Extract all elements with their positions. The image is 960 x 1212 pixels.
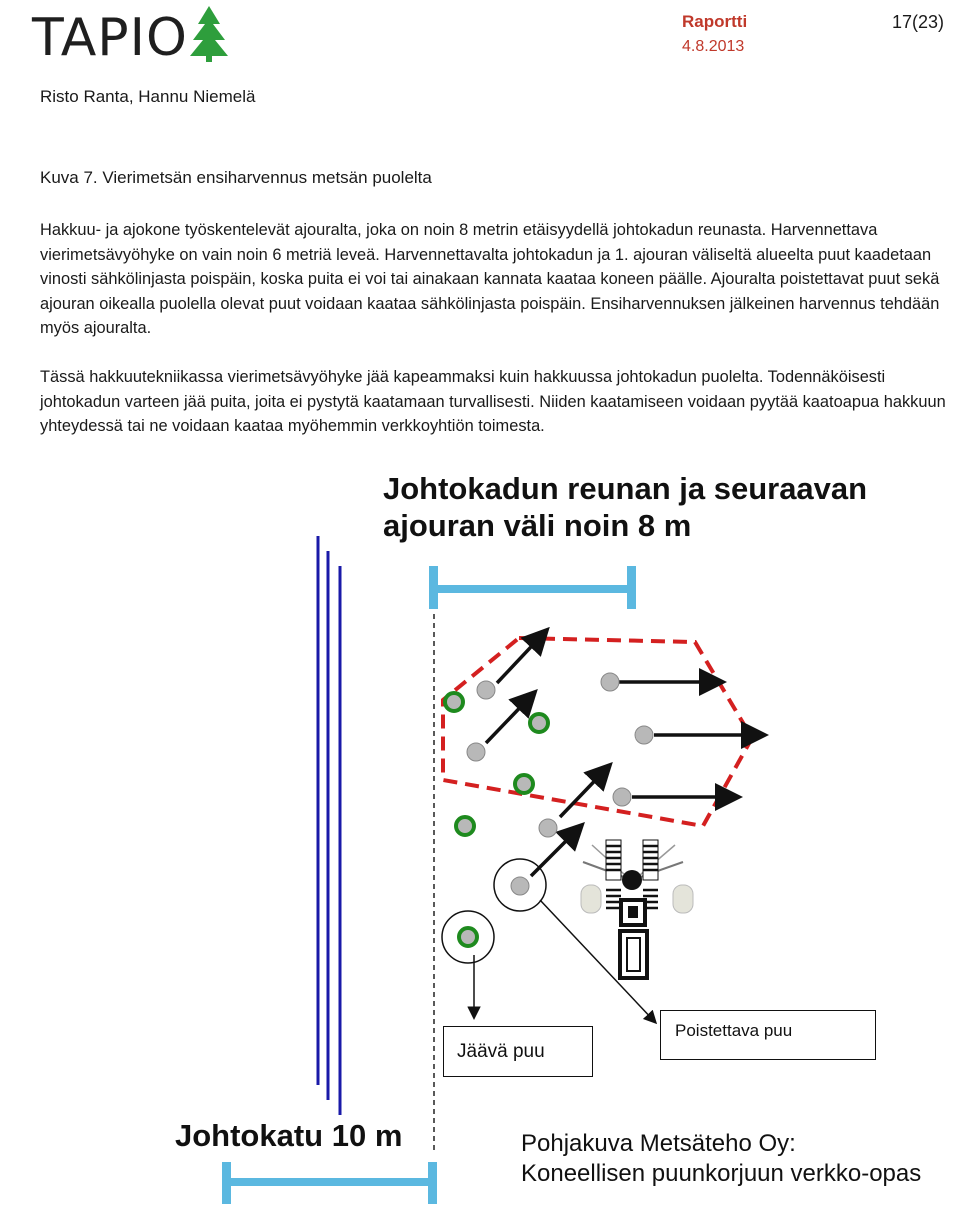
felling-arrows: [486, 632, 762, 876]
figure-caption: Kuva 7. Vierimetsän ensiharvennus metsän puolelta: [40, 168, 432, 187]
page-number: 17(23): [892, 12, 945, 32]
diagram-title-line-2: ajouran väli noin 8 m: [383, 508, 692, 543]
source-line-2: Koneellisen puunkorjuun verkko-opas: [521, 1160, 922, 1187]
report-title: Raportti: [682, 12, 748, 31]
measure-bar-strip: [429, 566, 636, 609]
label-removed-tree: Poistettava puu: [660, 1010, 876, 1060]
logo-text: TAPIO: [32, 8, 188, 68]
power-lines: [318, 536, 340, 1115]
logo-tree-icon: [190, 6, 228, 62]
label-corridor-width: Johtokatu 10 m: [175, 1118, 403, 1153]
report-date: 4.8.2013: [682, 38, 745, 55]
paragraph-1: Hakkuu- ja ajokone työskentelevät ajouralta, joka on noin 8 metrin etäisyydellä johtokadun reunasta. Harvennettava vierimetsävyöhyke on vain noin 6 metriä leveä. Harvennettavalta johtokadun ja 1. ajouran väliseltä alueelta puut kaadetaan vinosti sähkölinjasta poispäin, koska puita ei voi tai ainakaan kannata kaataa koneen päälle. Ajouralta poistettavat puut sekä ajouran oikealla puolella olevat puut voidaan kaataa sähkölinjasta poispäin. Ensiharvennuksen jälkeinen harvennus tehdään myös ajouralta.: [40, 221, 940, 337]
harvester-icon: [581, 840, 693, 978]
source-line-1: Pohjakuva Metsäteho Oy:: [521, 1130, 796, 1157]
authors: Risto Ranta, Hannu Niemelä: [40, 87, 256, 106]
label-remaining-tree: Jäävä puu: [443, 1026, 593, 1077]
paragraph-2: Tässä hakkuutekniikassa vierimetsävyöhyke jää kapeammaksi kuin hakkuussa johtokadun puolelta. Todennäköisesti johtokadun varteen jää puita, joita ei pystytä kaatamaan turvallisesti. Niiden kaatamiseen voidaan pyytää kaatoapua hakkuun yhteydessä tai ne voidaan kaataa myöhemmin verkkoyhtiön toimesta.: [40, 368, 946, 435]
diagram-title: [383, 470, 867, 544]
removed-trees: [467, 673, 653, 895]
measure-bar-corridor: [222, 1162, 437, 1204]
diagram-title-line-1: Johtokadun reunan ja seuraavan: [383, 471, 868, 506]
